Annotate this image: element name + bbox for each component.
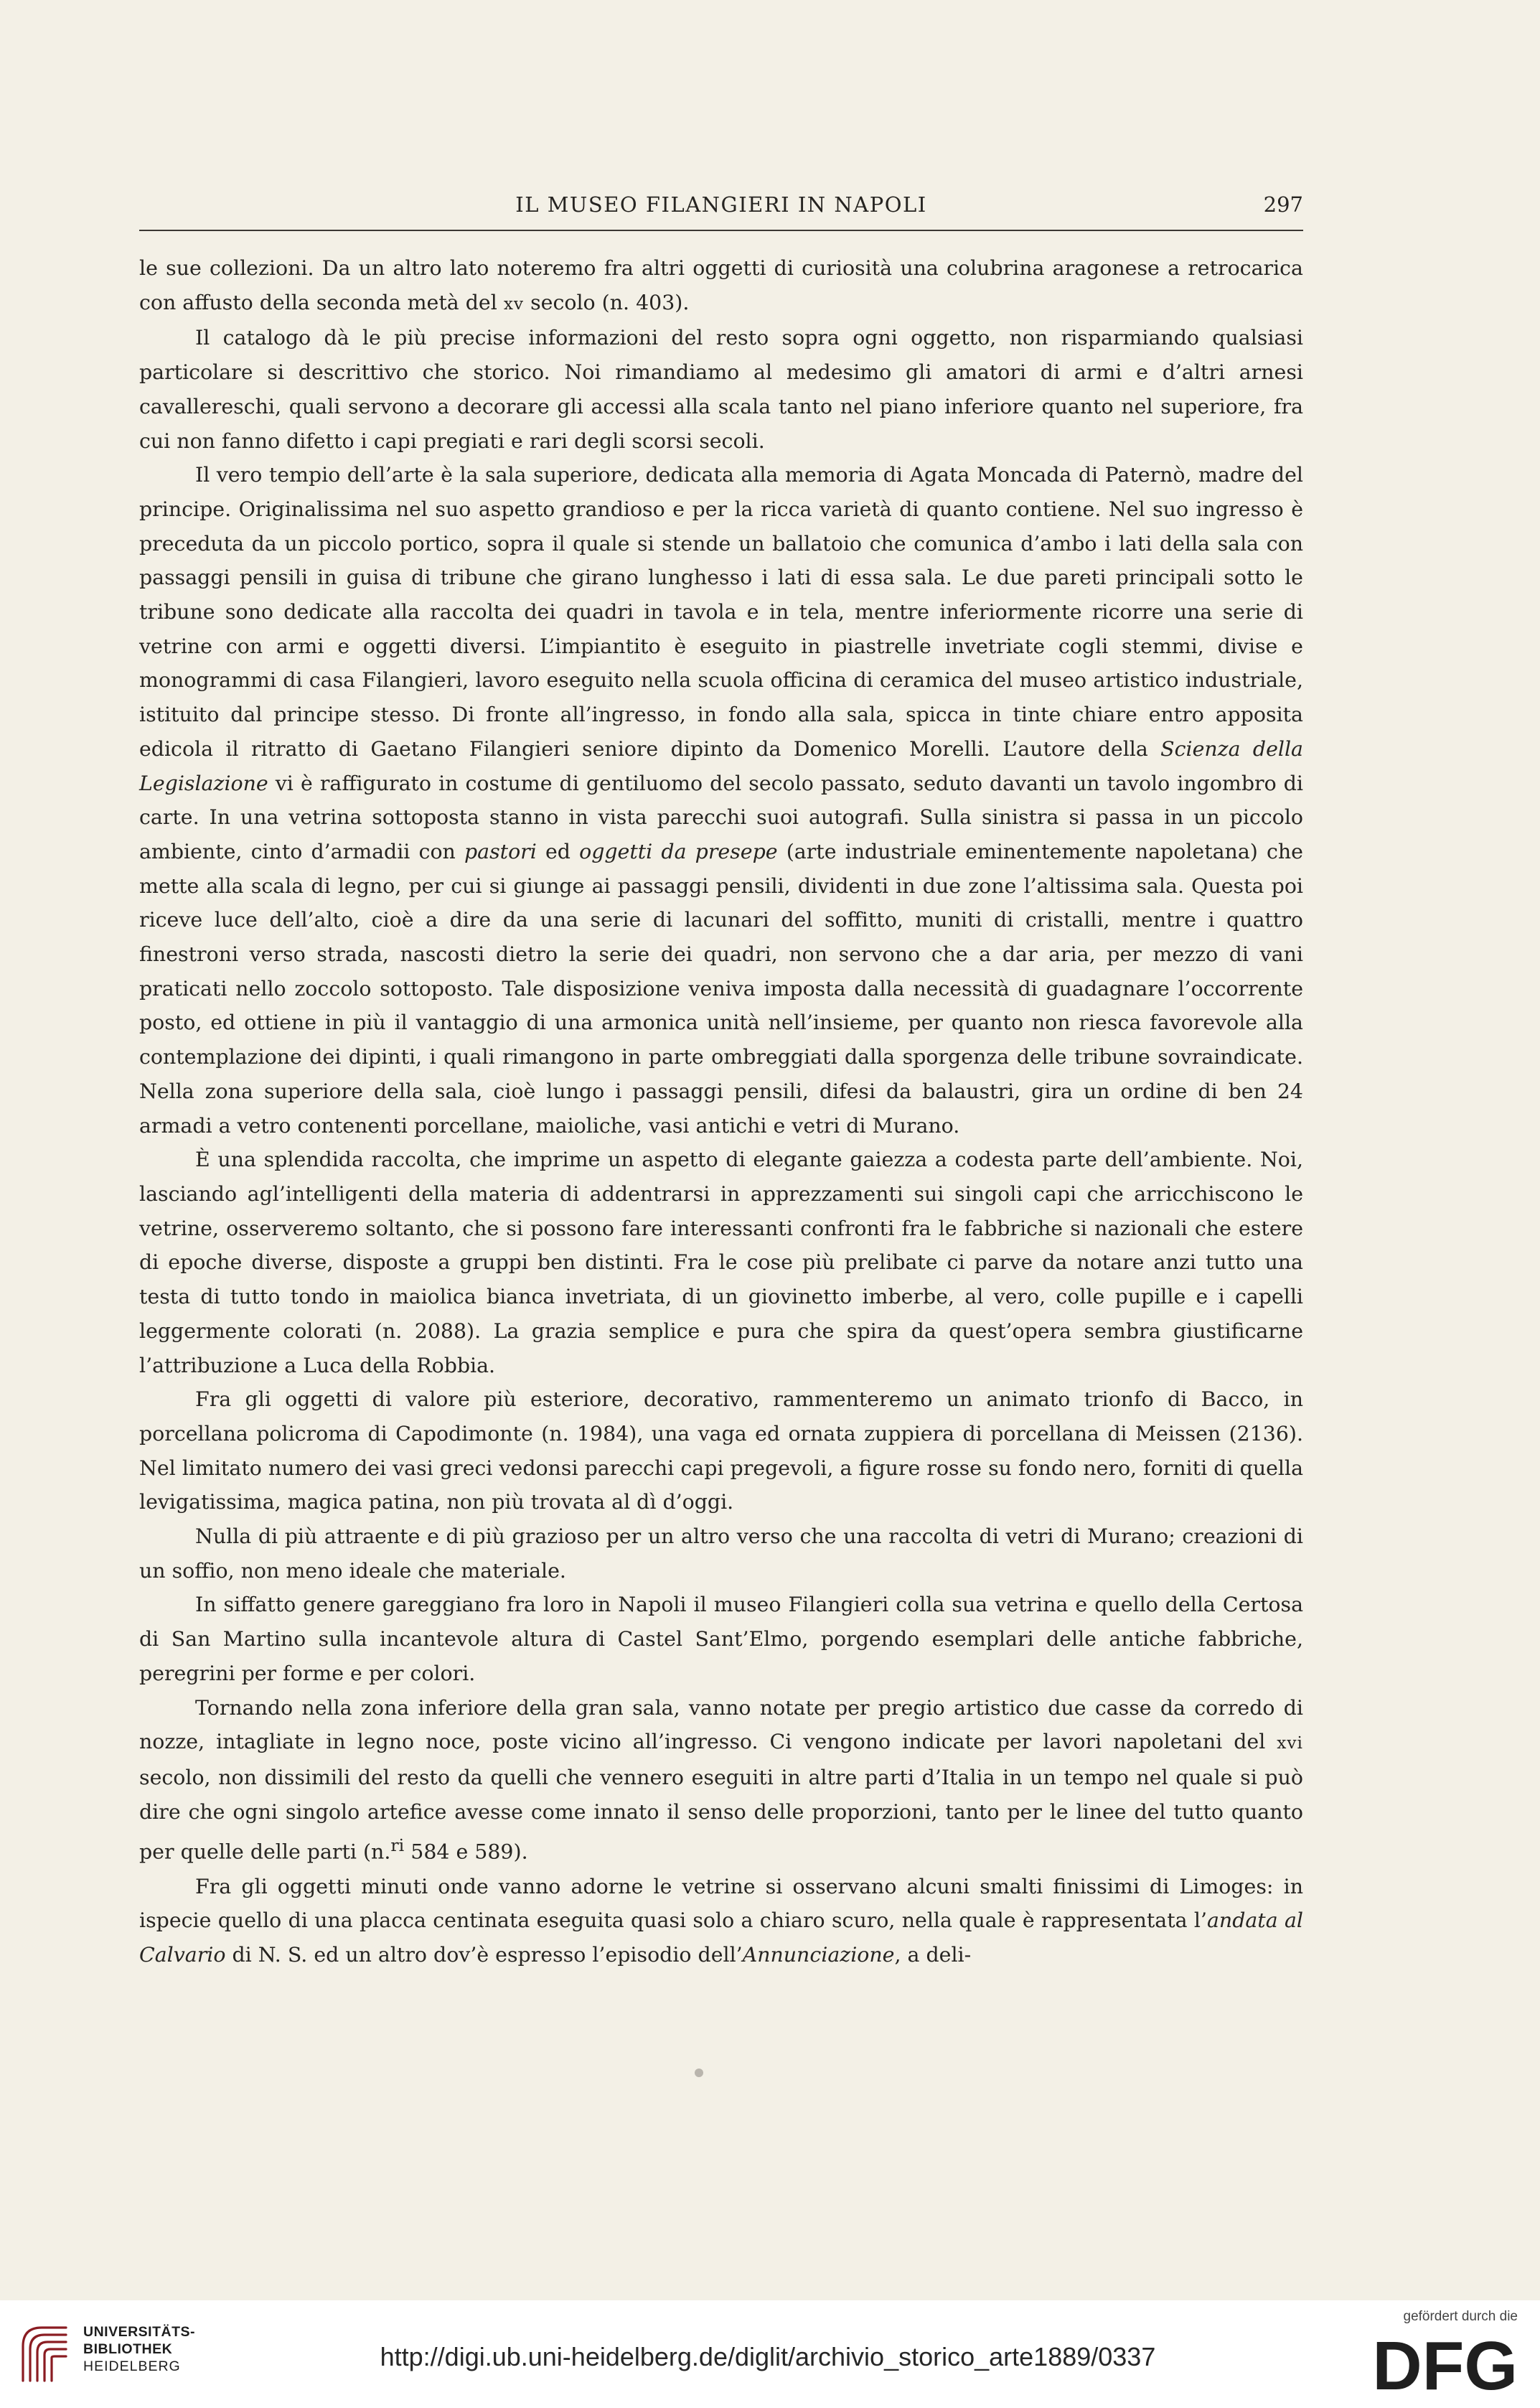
italic-title: andata al Calvario [139, 1908, 1303, 1967]
paragraph [139, 1588, 1303, 1690]
page-header [139, 192, 1303, 231]
paragraph [139, 1143, 1303, 1382]
text-run: le sue collezioni. Da un altro lato noteremo fra altri oggetti di curiosità una colubrina aragonese a retrocarica con affusto della seconda metà del [139, 256, 1303, 314]
italic-title: pastori [464, 839, 537, 863]
italic-title: Annunciazione [742, 1942, 895, 1967]
text-run: secolo (n. 403). [524, 290, 690, 314]
text-run: Nulla di più attraente e di più grazioso per un altro verso che una raccolta di vetri di Murano; creazioni di un soffio, non meno ideale che materiale. [139, 1524, 1303, 1583]
century-numeral: xvi [1277, 1733, 1303, 1753]
text-run: In siffatto genere gareggiano fra loro in Napoli il museo Filangieri colla sua vetrina e quello della Certosa di San Martino sulla incantevole altura di Castel Sant’Elmo, porgendo esemplari delle antiche fabbriche, peregrini per forme e per colori. [139, 1593, 1303, 1685]
paragraph [139, 251, 1303, 321]
text-run: È una splendida raccolta, che imprime un aspetto di elegante gaiezza a codesta parte dell’ambiente. Noi, lasciando agl’intelligenti della materia di addentrarsi in apprezzamenti sui singoli capi che arricchiscono le vetrine, osserveremo soltanto, che si possono fare interessanti confronti fra le fabbriche si nazionali che estere di epoche diverse, disposte a gruppi ben distinti. Fra le cose più prelibate ci parve da notare anzi tutto una testa di tutto tondo in maiolica bianca invetriata, di un giovinetto imberbe, al vero, colle pupille e i capelli leggermente colorati (n. 2088). La grazia semplice e pura che spira da quest’opera sembra giustificarne l’attribuzione a Luca della Robbia. [139, 1148, 1303, 1377]
text-run: Il vero tempio dell’arte è la sala superiore, dedicata alla memoria di Agata Moncada di Paternò, madre del principe. Originalissima nel suo aspetto grandioso e per la ricca varietà di quanto contiene. Nel suo ingresso è preceduta da un piccolo portico, sopra il quale si stende un ballatoio che comunica d’ambo i lati della sala con passaggi pensili in guisa di tribune che girano lunghesso i lati di essa sala. Le due pareti principali sotto le tribune sono dedicate alla raccolta dei quadri in tavola e in tela, mentre inferiormente ricorre una serie di vetrine con armi e oggetti diversi. L’impiantito è eseguito in piastrelle invetriate cogli stemmi, divise e monogrammi di casa Filangieri, lavoro eseguito nella scuola officina di ceramica del museo artistico industriale, istituito dal principe stesso. Di fronte all’ingresso, in fondo alla sala, spicca in tinte chiare entro apposita edicola il ritratto di Gaetano Filangieri seniore dipinto da Domenico Morelli. L’autore della [139, 463, 1303, 761]
text-run: (arte industriale eminentemente napoletana) che mette alla scala di legno, per cui si giunge ai passaggi pensili, dividenti in due zone l’altissima sala. Questa poi riceve luce dell’alto, cioè a dire da una serie di lacunari del soffitto, muniti di cristalli, mentre i quattro finestroni verso strada, nascosti dietro la serie dei quadri, non servono che a dar aria, per mezzo di vani praticati nello zoccolo sottoposto. Tale disposizione veniva imposta dalla necessità di guadagnare l’occorrente posto, ed ottiene in più il vantaggio di una armonica unità nell’insieme, per quanto non riesca favorevole alla contemplazione dei dipinti, i quali rimangono in parte ombreggiati dalla sporgenza delle tribune sovraindicate. Nella zona superiore della sala, cioè lungo i passaggi pensili, difesi da balaustri, gira un ordine di ben 24 armadi a vetro contenenti porcellane, maioliche, vasi antichi e vetri di Murano. [139, 839, 1303, 1138]
text-run: 584 e 589). [404, 1840, 528, 1864]
text-run: Tornando nella zona inferiore della gran sala, vanno notate per pregio artistico due casse da corredo di nozze, intagliate in legno noce, poste vicino all’ingresso. Ci vengono indicate per lavori napoletani del [139, 1695, 1303, 1754]
text-run: Fra gli oggetti minuti onde vanno adorne le vetrine si osservano alcuni smalti finissimi di Limoges: in ispecie quello di una placca centinata eseguita quasi solo a chiaro scuro, nella quale è rappresentata l’ [139, 1874, 1303, 1933]
body-text [139, 251, 1303, 1972]
running-title: IL MUSEO FILANGIERI IN NAPOLI [515, 192, 927, 217]
page-ornament-dot [695, 2069, 703, 2077]
library-name [83, 2323, 195, 2375]
paragraph [139, 321, 1303, 458]
dfg-logo-text: DFG [1372, 2329, 1518, 2395]
digitization-footer [0, 2300, 1540, 2408]
paragraph [139, 1519, 1303, 1588]
library-name-line-3: HEIDELBERG [83, 2358, 181, 2374]
text-run: di N. S. ed un altro dov’è espresso l’episodio dell’ [225, 1942, 743, 1967]
funding-caption: gefördert durch die [1403, 2309, 1518, 2324]
library-name-line-1: UNIVERSITÄTS- [83, 2324, 196, 2340]
italic-title: oggetti da presepe [579, 839, 778, 863]
paragraph [139, 1382, 1303, 1519]
university-library-logo-icon [10, 2320, 75, 2385]
text-run: , a deli- [894, 1942, 972, 1967]
century-numeral: xv [503, 294, 525, 314]
permalink-url[interactable]: http://digi.ub.uni-heidelberg.de/diglit/archivio_storico_arte1889/0337 [380, 2342, 1156, 2371]
dfg-logo-icon [1371, 2329, 1521, 2395]
text-run: secolo, non dissimili del resto da quelli che vennero eseguiti in altre parti d’Italia in un tempo nel quale si può dire che ogni singolo artefice avesse come innato il senso delle proporzioni, tanto per le linee del tutto quanto per quelle delle parti (n. [139, 1765, 1303, 1864]
text-run: ed [536, 839, 580, 863]
paragraph [139, 1870, 1303, 1972]
text-run: Il catalogo dà le più precise informazioni del resto sopra ogni oggetto, non risparmiando qualsiasi particolare si descrittivo che storico. Noi rimandiamo al medesimo gli amatori di armi e d’altri arnesi cavallereschi, quali servono a decorare gli accessi alla scala tanto nel piano inferiore quanto nel superiore, fra cui non fanno difetto i capi pregiati e rari degli scorsi secoli. [139, 326, 1303, 453]
superscript: ri [390, 1835, 405, 1856]
library-name-line-2: BIBLIOTHEK [83, 2341, 173, 2357]
paragraph [139, 458, 1303, 1143]
italic-title: Scienza della Legislazione [139, 736, 1303, 795]
book-page [139, 192, 1303, 1972]
text-run: Fra gli oggetti di valore più esteriore, decorativo, rammenteremo un animato trionfo di Bacco, in porcellana policroma di Capodimonte (n. 1984), una vaga ed ornata zuppiera di porcellana di Meissen (2136). Nel limitato numero dei vasi greci vedonsi parecchi capi pregevoli, a figure rosse su fondo nero, forniti di quella levigatissima, magica patina, non più trovata al dì d’oggi. [139, 1387, 1303, 1514]
text-run: vi è raffigurato in costume di gentiluomo del secolo passato, seduto davanti un tavolo ingombro di carte. In una vetrina sottoposta stanno in vista parecchi suoi autografi. Sulla sinistra si passa in un piccolo ambiente, cinto d’armadii con [139, 771, 1303, 863]
page-number: 297 [1263, 192, 1303, 217]
paragraph [139, 1691, 1303, 1870]
